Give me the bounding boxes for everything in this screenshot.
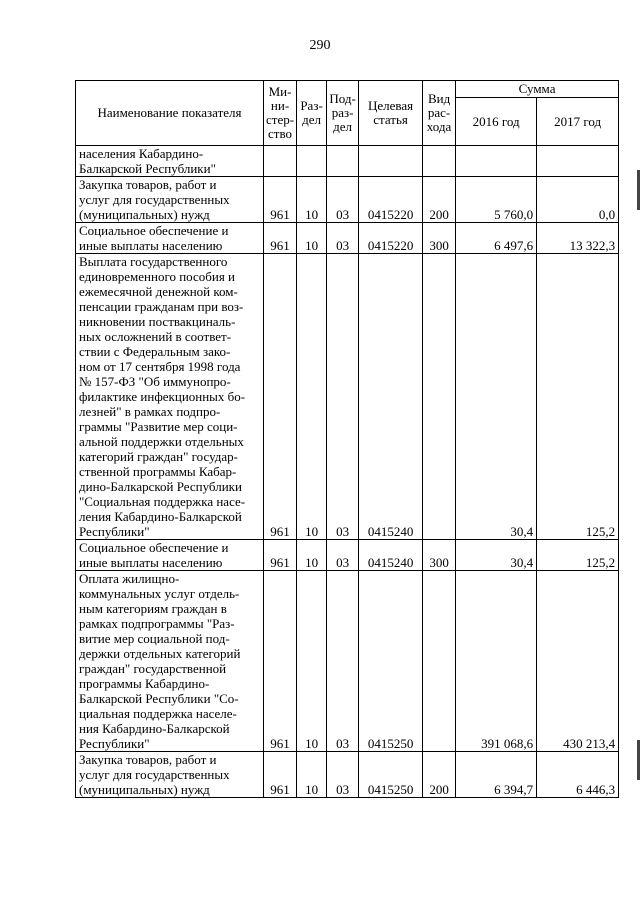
header-subsection: Под- раз- дел [327,81,359,146]
row-section: 10 [297,254,327,540]
row-target: 0415250 [359,571,423,752]
row-section: 10 [297,571,327,752]
budget-table [75,80,619,798]
row-subsection [327,146,359,177]
row-amount-2016: 391 068,6 [456,571,537,752]
header-ministry: Ми- ни- стер- ство [264,81,297,146]
row-amount-2016: 6 497,6 [456,223,537,254]
row-subsection: 03 [327,540,359,571]
row-subsection: 03 [327,254,359,540]
row-subsection: 03 [327,223,359,254]
table-row [76,571,619,752]
header-year-2017: 2017 год [537,98,619,146]
row-section [297,146,327,177]
row-ministry [264,146,297,177]
row-ministry: 961 [264,177,297,223]
row-expense-type [423,146,456,177]
row-section: 10 [297,223,327,254]
row-amount-2016 [456,146,537,177]
row-amount-2016: 30,4 [456,540,537,571]
row-ministry: 961 [264,571,297,752]
row-expense-type: 200 [423,752,456,798]
row-amount-2016: 5 760,0 [456,177,537,223]
row-expense-type [423,571,456,752]
row-target: 0415220 [359,177,423,223]
row-section: 10 [297,177,327,223]
row-amount-2017: 125,2 [537,540,619,571]
table-row [76,223,619,254]
row-ministry: 961 [264,223,297,254]
header-year-2016: 2016 год [456,98,537,146]
row-amount-2017: 430 213,4 [537,571,619,752]
row-section: 10 [297,752,327,798]
table-row [76,254,619,540]
row-subsection: 03 [327,571,359,752]
row-name: населения Кабардино- Балкарской Республики" [76,146,264,177]
page-number: 290 [309,38,331,53]
row-name: Закупка товаров, работ и услуг для государственных (муниципальных) нужд [76,752,264,798]
row-target: 0415220 [359,223,423,254]
row-target: 0415240 [359,540,423,571]
row-target [359,146,423,177]
row-name: Социальное обеспечение и иные выплаты населению [76,223,264,254]
row-target: 0415240 [359,254,423,540]
row-amount-2017: 6 446,3 [537,752,619,798]
row-expense-type [423,254,456,540]
header-sum: Сумма [456,81,619,98]
row-name: Закупка товаров, работ и услуг для государственных (муниципальных) нужд [76,177,264,223]
row-amount-2016: 30,4 [456,254,537,540]
header-expense-type: Вид рас- хода [423,81,456,146]
header-section: Раз- дел [297,81,327,146]
header-name: Наименование показателя [76,81,264,146]
row-name: Оплата жилищно- коммунальных услуг отдель- ным категориям граждан в рамках подпрограммы "Раз- витие мер социальной под- держки отдельных категорий граждан" государственной программы Кабардино- Балкарской Республики "Со- циальная поддержка населе- ния Кабардино-Балкарской Республики" [76,571,264,752]
table-row [76,177,619,223]
header-target: Целевая статья [359,81,423,146]
row-subsection: 03 [327,752,359,798]
row-amount-2017: 13 322,3 [537,223,619,254]
row-expense-type: 300 [423,540,456,571]
row-subsection: 03 [327,177,359,223]
row-section: 10 [297,540,327,571]
row-expense-type: 200 [423,177,456,223]
row-name: Выплата государственного единовременного пособия и ежемесячной денежной ком- пенсации гражданам при воз- никновении поствакциналь- ных осложнений в соответ- ствии с Федеральным зако- ном от 17 сентября 1998 года № 157-ФЗ "Об иммунопро- филактике инфекционных бо- лезней" в рамках подпро- граммы "Развитие мер соци- альной поддержки отдельных категорий граждан" государ- ственной программы Кабар- дино-Балкарской Республики "Социальная поддержка насе- ления Кабардино-Балкарской Республики" [76,254,264,540]
row-amount-2017: 125,2 [537,254,619,540]
row-amount-2017 [537,146,619,177]
row-target: 0415250 [359,752,423,798]
row-ministry: 961 [264,540,297,571]
row-name: Социальное обеспечение и иные выплаты населению [76,540,264,571]
row-amount-2017: 0,0 [537,177,619,223]
table-row [76,540,619,571]
row-expense-type: 300 [423,223,456,254]
row-amount-2016: 6 394,7 [456,752,537,798]
row-ministry: 961 [264,752,297,798]
row-ministry: 961 [264,254,297,540]
table-row [76,752,619,798]
table-row [76,146,619,177]
